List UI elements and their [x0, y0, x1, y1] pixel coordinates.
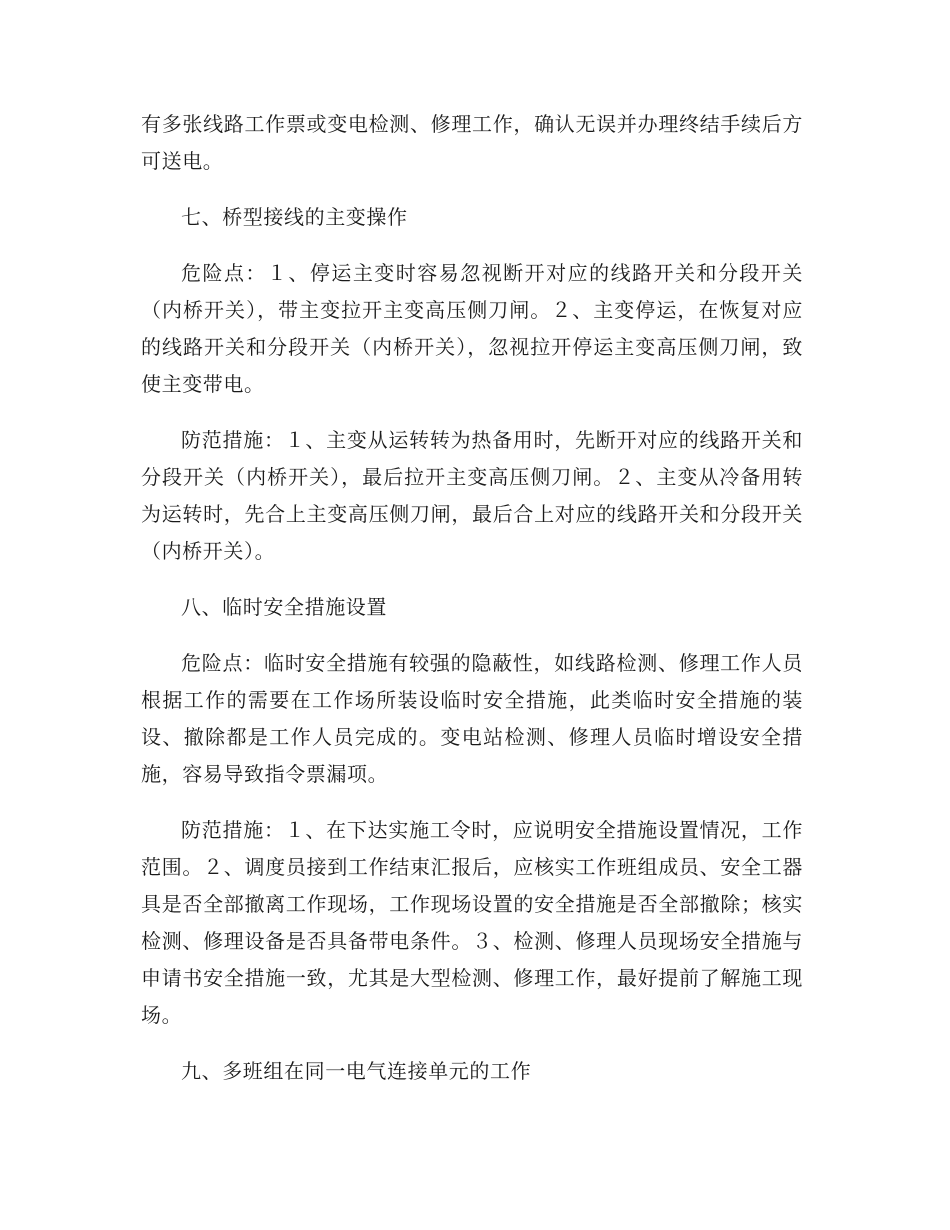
document-body	[141, 106, 803, 1109]
section-heading-9: 九、多班组在同一电气连接单元的工作	[181, 1059, 532, 1083]
paragraph-hazard-8: 危险点：临时安全措施有较强的隐蔽性，如线路检测、修理工作人员根据工作的需要在工作场所装设临时安全措施，此类临时安全措施的装设、撤除都是工作人员完成的。变电站检测、修理人员临时增设安全措施，容易导致指令票漏项。	[141, 651, 803, 786]
section-heading-8: 八、临时安全措施设置	[181, 595, 387, 619]
paragraph-measures-8: 防范措施：１、在下达实施工令时，应说明安全措施设置情况，工作范围。２、调度员接到工作结束汇报后，应核实工作班组成员、安全工器具是否全部撤离工作现场，工作现场设置的安全措施是否全部撤除；核实检测、修理设备是否具备带电条件。３、检测、修理人员现场安全措施与申请书安全措施一致，尤其是大型检测、修理工作，最好提前了解施工现场。	[141, 818, 803, 1027]
paragraph-measures-7: 防范措施：１、主变从运转转为热备用时，先断开对应的线路开关和分段开关（内桥开关），最后拉开主变高压侧刀闸。２、主变从冷备用转为运转时，先合上主变高压侧刀闸，最后合上对应的线路开关和分段开关（内桥开关）。	[141, 428, 803, 563]
paragraph-continuation: 有多张线路工作票或变电检测、修理工作，确认无误并办理终结手续后方可送电。	[141, 112, 803, 173]
paragraph-hazard-7: 危险点：１、停运主变时容易忽视断开对应的线路开关和分段开关（内桥开关），带主变拉开主变高压侧刀闸。２、主变停运，在恢复对应的线路开关和分段开关（内桥开关），忽视拉开停运主变高压侧刀闸，致使主变带电。	[141, 261, 803, 396]
section-heading-7: 七、桥型接线的主变操作	[181, 205, 408, 229]
